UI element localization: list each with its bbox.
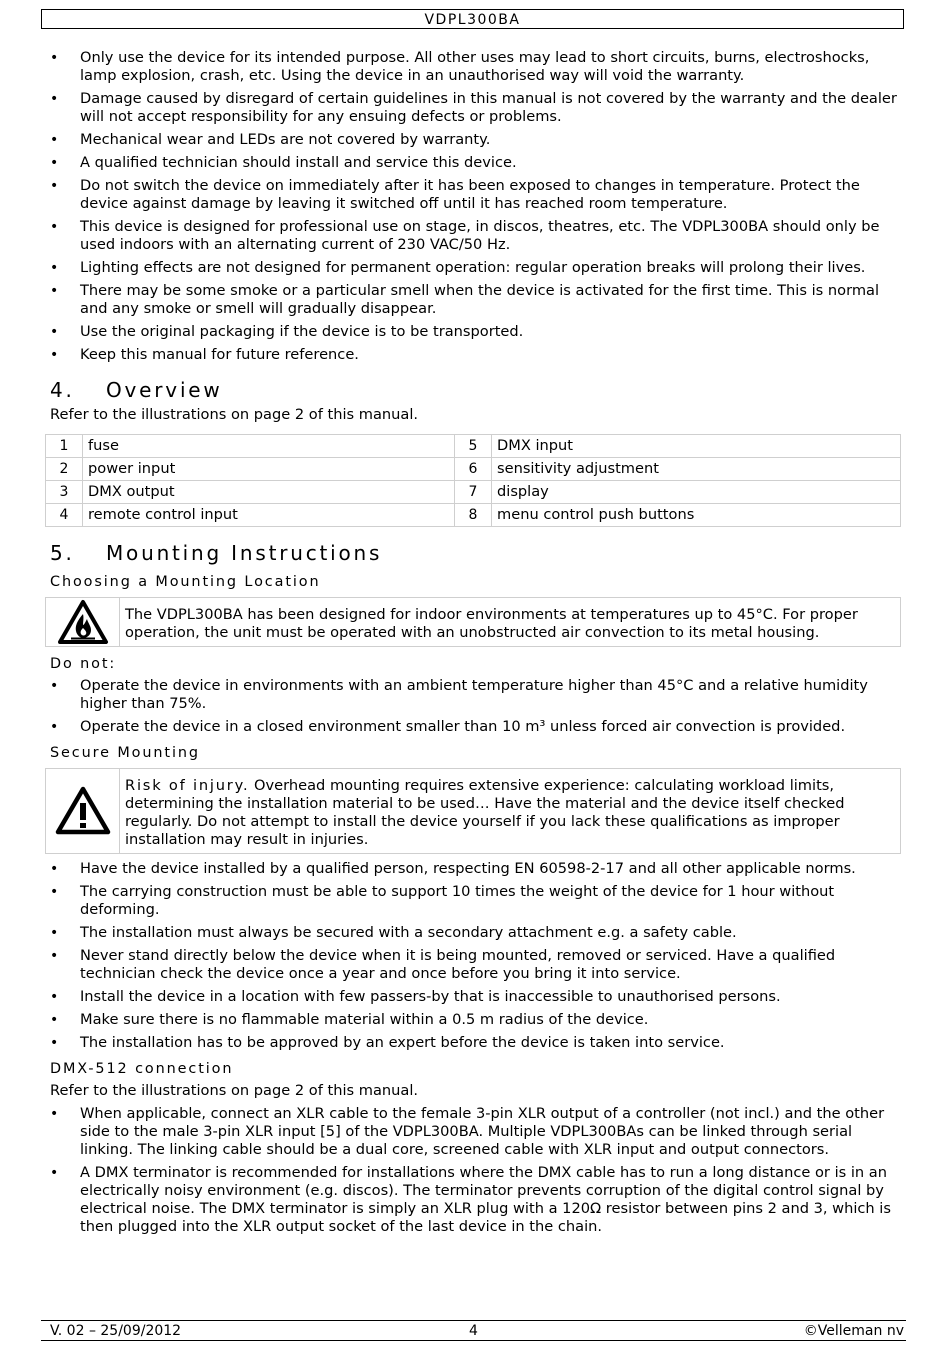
table-cell-number: 6: [455, 458, 492, 481]
risk-text: Overhead mounting requires extensive experience: calculating workload limits, determining the installation material to be used… Have the material and the device itself checked regularly. Do not attempt to install the device yourself if you lack these qualifications as improper installation may result in injuries.: [125, 777, 845, 848]
list-item: • Only use the device for its intended purpose. All other uses may lead to short circuits, burns, electroshocks, lamp explosion, crash, etc. Using the device in an unauthorised way will void the warranty.: [50, 49, 902, 85]
table-row: [46, 458, 901, 481]
secure-bullet-list: [50, 860, 902, 1052]
document-header: [41, 9, 904, 29]
footer-copyright: ©Velleman nv: [803, 1323, 904, 1339]
list-item: • There may be some smoke or a particular smell when the device is activated for the first time. This is normal and any smoke or smell will gradually disappear.: [50, 282, 902, 318]
list-item: • Mechanical wear and LEDs are not covered by warranty.: [50, 131, 902, 149]
table-row: [46, 504, 901, 527]
location-warning-text: The VDPL300BA has been designed for indoor environments at temperatures up to 45°C. For proper operation, the unit must be operated with an unobstructed air convection to its metal housing.: [125, 606, 858, 641]
list-item: • Keep this manual for future reference.: [50, 346, 902, 364]
mounting-heading: [50, 541, 902, 565]
overview-table: [45, 434, 901, 527]
overview-heading: [50, 378, 902, 402]
table-cell-label: menu control push buttons: [492, 504, 901, 527]
dmx-heading: DMX-512 connection: [50, 1061, 234, 1077]
table-cell-number: 5: [455, 435, 492, 458]
table-cell-label: sensitivity adjustment: [492, 458, 901, 481]
section-title: Overview: [106, 378, 223, 402]
list-item: • Never stand directly below the device when it is being mounted, removed or serviced. Have a qualified technician check the device once a year and once before you bring it into service.: [50, 947, 902, 983]
list-item: • Install the device in a location with few passers-by that is inaccessible to unauthorised persons.: [50, 988, 902, 1006]
table-row: [46, 481, 901, 504]
table-cell-label: power input: [83, 458, 455, 481]
list-item: • This device is designed for professional use on stage, in discos, theatres, etc. The VDPL300BA should only be used indoors with an alternating current of 230 VAC/50 Hz.: [50, 218, 902, 254]
intro-bullet-list: [50, 49, 902, 364]
section-number: 5.: [50, 541, 75, 565]
list-item: • Do not switch the device on immediately after it has been exposed to changes in temperature. Protect the device against damage by leaving it switched off until it has reached room temperature.: [50, 177, 902, 213]
list-item: • Use the original packaging if the device is to be transported.: [50, 323, 902, 341]
list-item: • Operate the device in a closed environment smaller than 10 m³ unless forced air convection is provided.: [50, 718, 902, 736]
list-item: • A DMX terminator is recommended for installations where the DMX cable has to run a long distance or is in an electrically noisy environment (e.g. discos). The terminator prevents corruption of the digital control signal by electrical noise. The DMX terminator is simply an XLR plug with a 120Ω resistor between pins 2 and 3, which is then plugged into the XLR output socket of the last device in the chain.: [50, 1164, 902, 1236]
list-item: • A qualified technician should install and service this device.: [50, 154, 902, 172]
list-item: • Have the device installed by a qualified person, respecting EN 60598-2-17 and all other applicable norms.: [50, 860, 902, 878]
table-cell-number: 7: [455, 481, 492, 504]
location-heading: Choosing a Mounting Location: [50, 574, 321, 590]
footer-page-number: 4: [469, 1323, 478, 1339]
secure-mounting-heading: Secure Mounting: [50, 745, 200, 761]
location-warning-box: [45, 597, 901, 647]
dmx-intro: Refer to the illustrations on page 2 of this manual.: [50, 1082, 419, 1099]
list-item: • Damage caused by disregard of certain guidelines in this manual is not covered by the warranty and the dealer will not accept responsibility for any ensuing defects or problems.: [50, 90, 902, 126]
list-item: • When applicable, connect an XLR cable to the female 3-pin XLR output of a controller (not incl.) and the other side to the male 3-pin XLR input [5] of the VDPL300BA. Multiple VDPL300BAs can be linked through serial linking. The linking cable should be a dual core, screened cable with XLR input and output connectors.: [50, 1105, 902, 1159]
header-title: VDPL300BA: [424, 12, 521, 28]
footer-version: V. 02 – 25/09/2012: [50, 1323, 182, 1339]
caution-icon: [46, 769, 120, 853]
do-not-bullet-list: [50, 677, 902, 736]
table-cell-number: 4: [46, 504, 83, 527]
table-cell-number: 1: [46, 435, 83, 458]
list-item: • The carrying construction must be able to support 10 times the weight of the device for 1 hour without deforming.: [50, 883, 902, 919]
injury-warning-box: [45, 768, 901, 854]
list-item: • Lighting effects are not designed for permanent operation: regular operation breaks will prolong their lives.: [50, 259, 902, 277]
table-cell-number: 2: [46, 458, 83, 481]
injury-warning-text: [120, 769, 900, 853]
do-not-heading: Do not:: [50, 656, 117, 672]
table-cell-label: remote control input: [83, 504, 455, 527]
dmx-bullet-list: [50, 1105, 902, 1236]
overview-intro: Refer to the illustrations on page 2 of this manual.: [50, 406, 419, 423]
section-title: Mounting Instructions: [106, 541, 383, 565]
table-cell-label: DMX input: [492, 435, 901, 458]
list-item: • Operate the device in environments with an ambient temperature higher than 45°C and a relative humidity higher than 75%.: [50, 677, 902, 713]
document-footer: [41, 1320, 906, 1341]
table-row: [46, 435, 901, 458]
table-cell-label: DMX output: [83, 481, 455, 504]
list-item: • Make sure there is no flammable material within a 0.5 m radius of the device.: [50, 1011, 902, 1029]
table-cell-number: 3: [46, 481, 83, 504]
table-cell-label: fuse: [83, 435, 455, 458]
table-cell-number: 8: [455, 504, 492, 527]
section-number: 4.: [50, 378, 75, 402]
fire-warning-icon: [46, 598, 120, 646]
table-cell-label: display: [492, 481, 901, 504]
list-item: • The installation must always be secured with a secondary attachment e.g. a safety cable.: [50, 924, 902, 942]
risk-label: Risk of injury.: [125, 777, 250, 794]
page-content: [50, 49, 902, 1241]
list-item: • The installation has to be approved by an expert before the device is taken into service.: [50, 1034, 902, 1052]
